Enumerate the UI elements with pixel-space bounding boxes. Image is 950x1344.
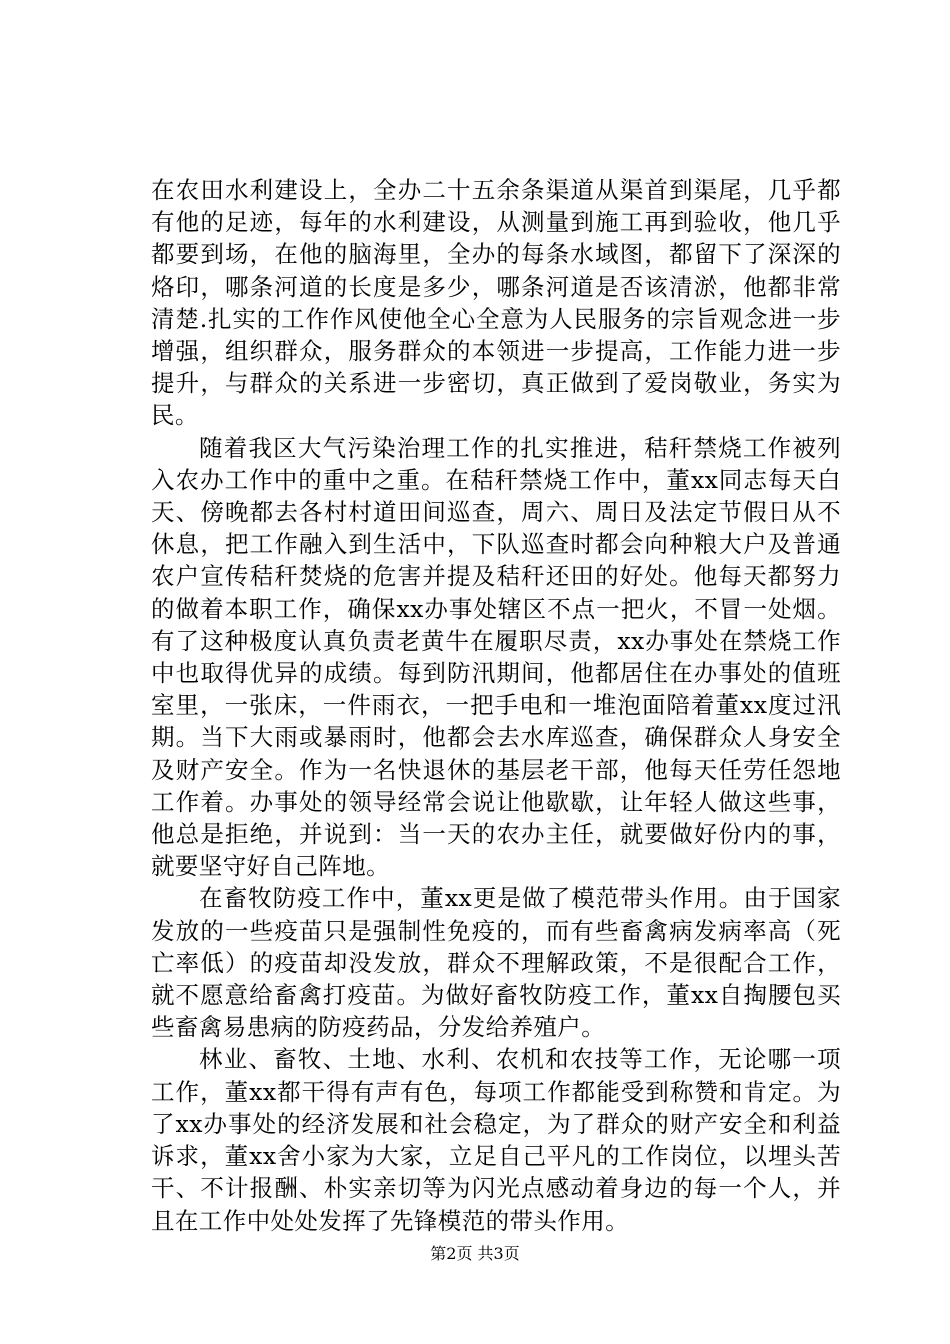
paragraph-3: 在畜牧防疫工作中，董xx更是做了模范带头作用。由于国家发放的一些疫苗只是强制性免疫的，而有些畜禽病发病率高（死亡率低）的疫苗却没发放，群众不理解政策，不是很配合工作，就不愿意给畜禽打疫苗。为做好畜牧防疫工作，董xx自掏腰包买些畜禽易患病的防疫药品，分发给养殖户。 <box>151 884 841 1042</box>
document-body <box>151 174 841 1237</box>
paragraph-4: 林业、畜牧、土地、水利、农机和农技等工作，无论哪一项工作，董xx都干得有声有色，每项工作都能受到称赞和肯定。为了xx办事处的经济发展和社会稳定，为了群众的财产安全和利益诉求，董xx舍小家为大家，立足自己平凡的工作岗位，以埋头苦干、不计报酬、朴实亲切等为闪光点感动着身边的每一个人，并且在工作中处处发挥了先锋模范的带头作用。 <box>151 1045 841 1235</box>
page-number-footer: 第2页 共3页 <box>430 1244 520 1263</box>
paragraph-1: 在农田水利建设上，全办二十五余条渠道从渠首到渠尾，几乎都有他的足迹，每年的水利建设，从测量到施工再到验收，他几乎都要到场，在他的脑海里，全办的每条水域图，都留下了深深的烙印，哪条河道的长度是多少，哪条河道是否该清淤，他都非常清楚.扎实的工作作风使他全心全意为人民服务的宗旨观念进一步增强，组织群众，服务群众的本领进一步提高，工作能力进一步提升，与群众的关系进一步密切，真正做到了爱岗敬业，务实为民。 <box>151 176 841 430</box>
paragraph-2: 随着我区大气污染治理工作的扎实推进，秸秆禁烧工作被列入农办工作中的重中之重。在秸秆禁烧工作中，董xx同志每天白天、傍晚都去各村村道田间巡查，周六、周日及法定节假日从不休息，把工作融入到生活中，下队巡查时都会向种粮大户及普通农户宣传秸秆焚烧的危害并提及秸秆还田的好处。他每天都努力的做着本职工作，确保xx办事处辖区不点一把火，不冒一处烟。有了这种极度认真负责老黄牛在履职尽责，xx办事处在禁烧工作中也取得优异的成绩。每到防汛期间，他都居住在办事处的值班室里，一张床，一件雨衣，一把手电和一堆泡面陪着董xx度过汛期。当下大雨或暴雨时，他都会去水库巡查，确保群众人身安全及财产安全。作为一名快退休的基层老干部，他每天任劳任怨地工作着。办事处的领导经常会说让他歇歇，让年轻人做这些事，他总是拒绝，并说到：当一天的农办主任，就要做好份内的事，就要坚守好自己阵地。 <box>151 433 841 881</box>
